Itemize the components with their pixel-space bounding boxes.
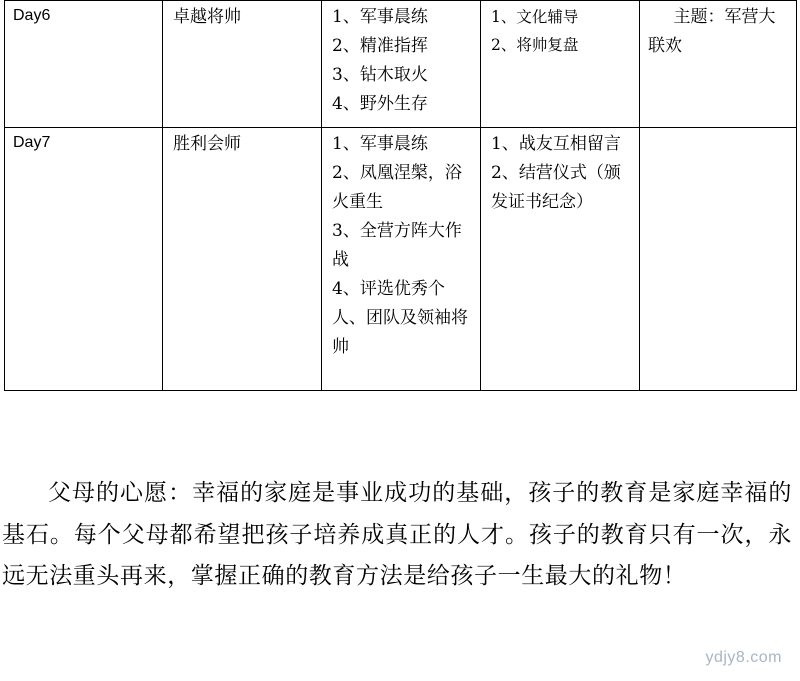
activity-item: 2、精准指挥 (332, 36, 428, 56)
activity-item: 1、军事晨练 (332, 7, 428, 27)
activity-item: 1、军事晨练 (332, 134, 428, 154)
note-text: 主题：军营大联欢 (648, 7, 776, 56)
theme-label: 胜利会师 (173, 134, 241, 154)
site-watermark: ydjy8.com (705, 649, 782, 666)
evening-item: 2、结营仪式（颁发证书纪念） (491, 163, 621, 212)
note-cell (640, 1, 797, 128)
note-cell (640, 128, 797, 391)
day-label: Day7 (13, 134, 51, 151)
activities-cell (322, 1, 481, 128)
theme-cell (163, 128, 322, 391)
theme-cell (163, 1, 322, 128)
activity-item: 4、评选优秀个人、团队及领袖将帅 (332, 279, 468, 357)
schedule-table (4, 0, 797, 391)
day-cell (5, 128, 163, 391)
activities-cell (322, 128, 481, 391)
table-row (5, 128, 797, 391)
evening-cell (481, 1, 640, 128)
evening-cell (481, 128, 640, 391)
parents-wish-paragraph: 父母的心愿：幸福的家庭是事业成功的基础，孩子的教育是家庭幸福的基石。每个父母都希望把孩子培养成真正的人才。孩子的教育只有一次，永远无法重头再来，掌握正确的教育方法是给孩子一生最大的礼物！ (2, 480, 792, 589)
evening-item: 2、将帅复盘 (491, 36, 579, 54)
evening-item: 1、文化辅导 (491, 8, 579, 26)
activity-item: 3、全营方阵大作战 (332, 221, 462, 270)
day-cell (5, 1, 163, 128)
theme-label: 卓越将帅 (173, 7, 241, 27)
activity-item: 4、野外生存 (332, 94, 428, 114)
activity-item: 2、凤凰涅槃，浴火重生 (332, 163, 462, 212)
day-label: Day6 (13, 7, 51, 24)
activity-item: 3、钻木取火 (332, 65, 428, 85)
table-row (5, 1, 797, 128)
evening-item: 1、战友互相留言 (491, 134, 621, 154)
